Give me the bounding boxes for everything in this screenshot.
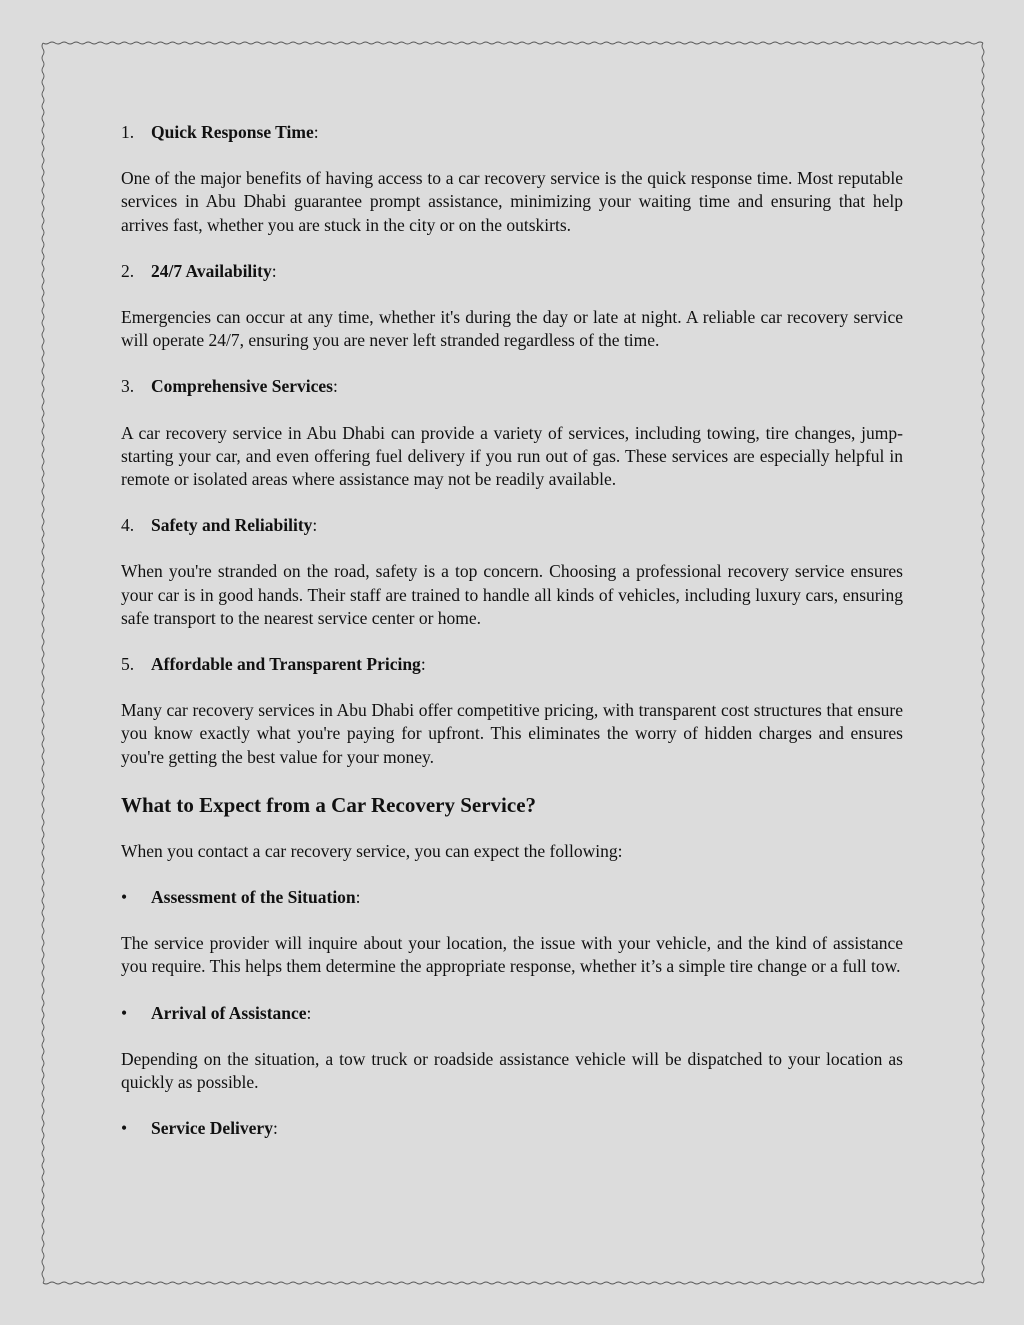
- bullet-heading-1: • Assessment of the Situation:: [121, 886, 903, 909]
- bullet-icon: [121, 1002, 151, 1025]
- list-heading-1: 1. Quick Response Time:: [121, 121, 903, 144]
- border-edge: [43, 1282, 983, 1284]
- list-number: 5.: [121, 654, 135, 675]
- paragraph: The service provider will inquire about your location, the issue with your vehicle, and the kind of assistance you require. This helps them determine the appropriate response, whether it’s a simple tire change or a full tow.: [121, 933, 903, 977]
- section-heading: What to Expect from a Car Recovery Service?: [121, 792, 537, 817]
- border-edge: [43, 42, 983, 44]
- border-edge: [42, 43, 44, 1283]
- paragraph: Emergencies can occur at any time, whether it's during the day or late at night. A reliable car recovery service will operate 24/7, ensuring you are never left stranded regardless of the time.: [121, 307, 903, 351]
- list-heading-title: Safety and Reliability: [151, 515, 313, 536]
- list-heading-title: 24/7 Availability: [151, 260, 272, 281]
- bullet-heading-title: Arrival of Assistance: [151, 1002, 307, 1023]
- bullet-icon: [121, 1117, 151, 1140]
- bullet-heading-3: • Service Delivery:: [121, 1117, 903, 1140]
- bullet-heading-title: Assessment of the Situation: [151, 887, 356, 908]
- bullet-heading-2: • Arrival of Assistance:: [121, 1002, 903, 1025]
- paragraph: When you're stranded on the road, safety is a top concern. Choosing a professional recovery service ensures your car is in good hands. Their staff are trained to handle all kinds of vehicles, including luxury cars, ensuring safe transport to the nearest service center or home.: [121, 561, 903, 628]
- list-heading-title: Comprehensive Services: [151, 376, 333, 397]
- paragraph: One of the major benefits of having access to a car recovery service is the quick response time. Most reputable services in Abu Dhabi guarantee prompt assistance, minimizing your waiting time and ensuring that help arrives fast, whether you are stuck in the city or on the outskirts.: [121, 168, 903, 235]
- bullet-icon: [121, 886, 151, 909]
- list-heading-2: 2. 24/7 Availability:: [121, 260, 903, 283]
- list-number: 2.: [121, 260, 135, 281]
- paragraph: Many car recovery services in Abu Dhabi offer competitive pricing, with transparent cost structures that ensure you know exactly what you're paying for upfront. This eliminates the worry of hidden charges and ensures you're getting the best value for your money.: [121, 700, 903, 767]
- section-intro: When you contact a car recovery service, you can expect the following:: [121, 840, 623, 861]
- paragraph: A car recovery service in Abu Dhabi can provide a variety of services, including towing, tire changes, jump-starting your car, and even offering fuel delivery if you run out of gas. These services are especially helpful in remote or isolated areas where assistance may not be readily available.: [121, 422, 903, 490]
- list-heading-title: Affordable and Transparent Pricing: [151, 654, 421, 675]
- list-heading-5: 5. Affordable and Transparent Pricing:: [121, 653, 903, 676]
- bullet-heading-title: Service Delivery: [151, 1118, 273, 1139]
- list-heading-4: 4. Safety and Reliability:: [121, 514, 903, 537]
- document-body: [121, 121, 903, 1163]
- list-number: 4.: [121, 515, 135, 536]
- list-number: 3.: [121, 376, 135, 397]
- paragraph: Depending on the situation, a tow truck or roadside assistance vehicle will be dispatched to your location as quickly as possible.: [121, 1048, 903, 1093]
- list-heading-3: 3. Comprehensive Services:: [121, 375, 903, 398]
- list-number: 1.: [121, 122, 135, 142]
- border-edge: [982, 43, 984, 1283]
- list-heading-title: Quick Response Time: [151, 122, 314, 142]
